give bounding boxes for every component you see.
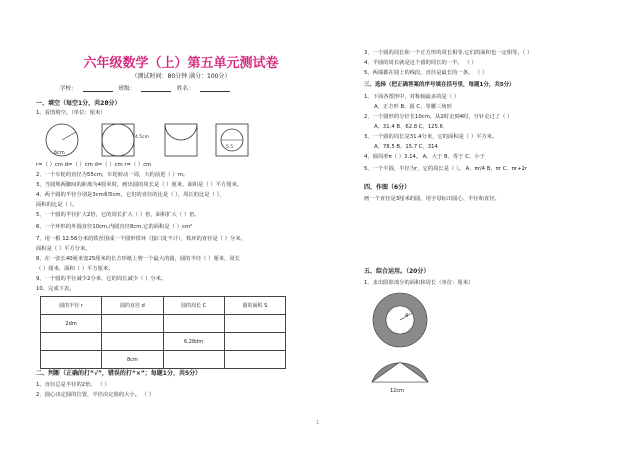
table-cell[interactable] xyxy=(102,315,163,333)
question-2: 2、一个车轮的直径为55cm，车轮转动一周，大约前进（ ）m。 xyxy=(36,172,189,178)
table-cell[interactable] xyxy=(41,351,102,369)
table-cell[interactable] xyxy=(163,315,224,333)
section-2-title: 二、判断（正确的打“√”，错误的打“×”；每题1分，共5分） xyxy=(36,370,202,377)
choice-1-options: A、正方形 B、圆 C、等腰三角形 xyxy=(374,104,452,110)
figure-square-circle xyxy=(102,124,149,156)
question-1: 1、看图填空。（单位：厘米） xyxy=(36,110,106,116)
choice-2: 2、一个圆形的分针长10cm，从2时走到4时，分针走过了（ ） xyxy=(364,114,513,120)
table-row xyxy=(41,351,286,369)
application-1: 1、求出阴影部分的面积和周长（单位：厘米） xyxy=(364,280,474,286)
table-header-row xyxy=(41,297,286,315)
table-cell[interactable] xyxy=(102,333,163,351)
section-5-title: 五、综合运用。（20分） xyxy=(364,268,430,275)
table-row xyxy=(41,333,286,351)
table-cell[interactable] xyxy=(224,351,285,369)
student-info xyxy=(60,84,230,92)
table-row xyxy=(41,315,286,333)
table-cell[interactable] xyxy=(224,333,285,351)
section-1-title: 一、填空（每空1分，共28分） xyxy=(36,100,121,107)
question-4-cont: 面积的比是（ ）。 xyxy=(36,202,78,208)
drawing-task: 画一个直径是3厘米的圆，用字母标出圆心、半径和直径。 xyxy=(364,196,500,202)
school-label: 学校： xyxy=(60,86,77,92)
question-8-cont: （ ）厘米，面积（ ）平方厘米。 xyxy=(36,266,114,272)
judge-2: 2、圆心决定圆的位置，半径决定圆的大小。 （ ） xyxy=(36,392,154,398)
table-cell[interactable]: 6.28dm xyxy=(163,333,224,351)
figure-circle-diameter xyxy=(46,124,78,156)
question-7-cont: 面积是（ ）平方分米。 xyxy=(36,246,91,252)
circle-figures xyxy=(40,120,290,162)
question-4: 4、两个圆的半径分别是3cm和5cm，它们的直径的比是（ ），周长的比是（ ）， xyxy=(36,192,225,198)
figure-1-label: 6cm xyxy=(54,150,65,156)
table-header: 圆的面积 S xyxy=(224,297,285,315)
figure-2-label: 4.5cm xyxy=(135,135,150,140)
table-header: 圆的直径 d xyxy=(102,297,163,315)
page-title: 六年级数学（上）第五单元测试卷 xyxy=(83,56,279,71)
table-cell[interactable]: 8cm xyxy=(102,351,163,369)
ring-label: 4 xyxy=(405,313,409,319)
question-3: 3、当圆规两脚间的距离为4厘米时，画出圆的周长是（ ）厘米，面积是（ ）平方厘米。 xyxy=(36,182,243,188)
table-header: 圆的周长 C xyxy=(163,297,224,315)
class-blank[interactable] xyxy=(141,84,171,92)
judge-3: 3、一个圆的周长和一个正方形的周长相等,它们的面积也一定相等。（ ） xyxy=(364,50,533,56)
choice-3: 3、一个圆的周长是31.4分米，它的面积是（ ）平方米。 xyxy=(364,134,498,140)
choice-5: 5、一个半圆，半径为r，它的周长是（ ）。 A、πr/4 B、πr C、πr+2r xyxy=(364,166,528,172)
judge-4: 4、半圆的周长就是这个圆的周长的一半。 （ ） xyxy=(364,60,477,66)
figure-4-label: 5.5 xyxy=(226,145,234,150)
ring-figure xyxy=(370,290,430,350)
question-10: 10、完成下表。 xyxy=(36,286,75,292)
question-5: 5、一个圆的半径扩大2倍，它的周长扩大（ ）倍，面积扩大（ ）倍。 xyxy=(36,212,200,218)
figure-answers: r=（ ）cm d=（ ）cm d=（ ）cm r=（ ）cm xyxy=(36,162,152,168)
name-blank[interactable] xyxy=(200,84,230,92)
segment-figure xyxy=(368,352,432,396)
choice-1: 1、下面各图形中，对称轴最多的是（ ） xyxy=(364,94,460,100)
table-cell[interactable] xyxy=(41,333,102,351)
question-7: 7、用一根 12.56分米的铁丝围成一个圆形铁环（接口处不计），铁环的直径是（ ）分米， xyxy=(36,236,246,242)
judge-5: 5、两端都在圆上的线段，直径是最长的一条。 （ ） xyxy=(364,70,488,76)
question-8: 8、在一张长40厘米宽25厘米的长方形纸上剪一个最大的圆，圆的半径（ ）厘米，周长 xyxy=(36,256,240,262)
table-cell[interactable] xyxy=(163,351,224,369)
table-cell[interactable] xyxy=(224,315,285,333)
page-number: 1 xyxy=(316,420,320,426)
exam-subtitle: （测试时间：80分钟 满分：100分） xyxy=(131,73,231,80)
table-cell[interactable]: 2dm xyxy=(41,315,102,333)
school-blank[interactable] xyxy=(83,84,113,92)
choice-3-options: A、78.5 B、15.7 C、314 xyxy=(374,144,438,150)
figure-semicircle-rect xyxy=(165,124,197,156)
section-4-title: 四、作图（6分） xyxy=(364,184,411,191)
choice-4: 4、圆周率π（ ）3.14。 A、大于 B、等于 C、小于 xyxy=(364,154,485,160)
class-label: 班级： xyxy=(118,86,136,92)
name-label: 姓名： xyxy=(177,86,194,92)
segment-label: 12cm xyxy=(390,388,404,394)
judge-1: 1、直径总是半径的2倍。 （ ） xyxy=(36,382,110,388)
question-6: 6、一个环形的外圆直径10cm,内圆直径8cm,它的面积是（ ）cm² xyxy=(36,224,193,230)
figure-two-semicircles xyxy=(216,124,248,156)
section-3-title: 三、选择（把正确答案的序号填在括号里，每题1分，共5分） xyxy=(364,82,515,88)
circle-table xyxy=(40,296,286,369)
table-header: 圆的半径 r xyxy=(41,297,102,315)
choice-2-options: A、31.4 B、62.8 C、125.6 xyxy=(374,124,443,130)
question-9: 9、一个圆的半径减少2分米，它的周长减少（ ）分米。 xyxy=(36,276,167,282)
